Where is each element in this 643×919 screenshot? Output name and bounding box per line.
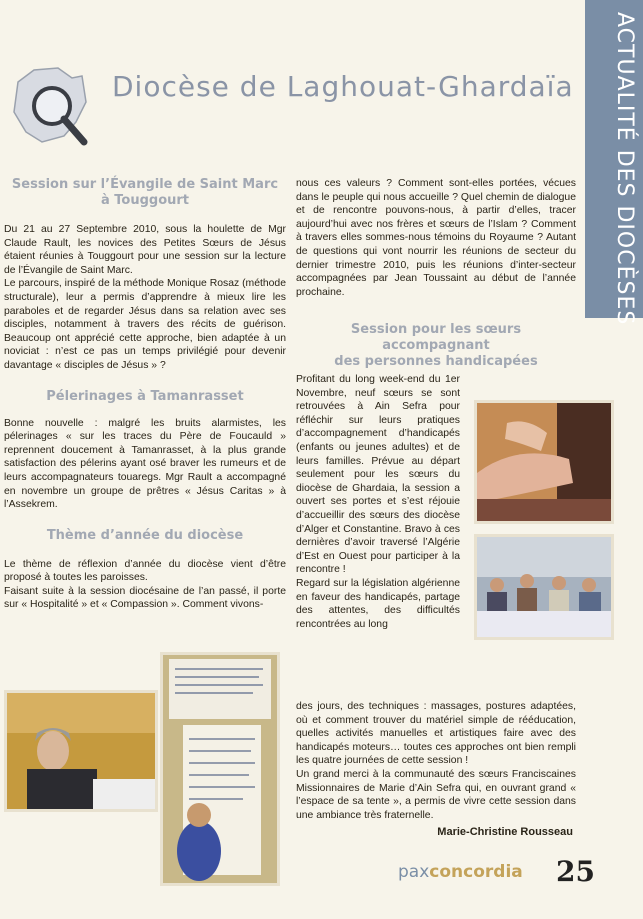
paragraph: nous ces valeurs ? Comment sont-elles portées, vécues dans le peuple qui nous accueille ? Quel chemin de dialogue et de rencontre pouvons-nous, à partir d’elles, tracer aujourd’hui avec nos frères et sœurs de l’Islam ? Comment à travers elles sommes-nous témoins du Royaume ? Autant de questions qui vont nourrir les réunions de secteur du dernier trimestre 2010, puis les réunions d’inter-secteur accompagnées par Jean Toussaint au début de l’année prochaine. (296, 178, 576, 298)
page-number: 25 (556, 855, 595, 888)
photo-seated-woman (4, 690, 158, 812)
article-heading-line2: à Touggourt (100, 193, 190, 208)
paragraph: Le parcours, inspiré de la méthode Monique Rosaz (méthode structurale), leur a permis d’apprendre à mieux lire les paraboles et de regarder Jésus dans sa relation avec ses disciples, notamment à travers des récits de guérison. Beaucoup ont apprécié cette approche, bien adaptée à un noviciat : n’est ce pas un temps privilégié pour devenir davantage « disciples de Jésus » ? (4, 278, 286, 371)
wide-column (296, 700, 576, 822)
paragraph: Le thème de réflexion d’année du diocèse vient d’être proposé à toutes les paroisses. (4, 558, 286, 584)
left-column (4, 177, 286, 612)
article-heading-line2: des personnes handicapées (334, 354, 538, 369)
article-heading: Thème d’année du diocèse (46, 527, 244, 543)
photo-foot-massage (474, 400, 614, 524)
article-heading-block (296, 322, 576, 370)
paragraph: Regard sur la législation algérienne en faveur des handicapés, partage des attentes, des difficultés rencontrées au long (296, 577, 460, 630)
magazine-logo (398, 862, 523, 882)
paragraph: Profitant du long week-end du 1er Novembre, neuf sœurs se sont retrouvées à Ain Sefra pour réfléchir sur leurs pratiques d’accompagnement d’handicapés (enfants ou jeunes adultes) et de leurs familles. Prévue au départ seulement pour les sœurs du diocèse de Ghardaia, la session a ouvert ses portes et s’est réjouie d’accueillir des sœurs des diocèse d’Alger et Constantine. Bravo à ces dernières d’avoir traversé l’Algérie d’Est en Ouest pour participer à la rencontre ! (296, 374, 460, 576)
paragraph: des jours, des techniques : massages, postures adaptées, où et comment trouver du matériel simple de rééducation, quelles activités manuelles et artistiques faire avec des handicapés moteurs… toutes ces approches ont bien rempli les quatre journées de cette session ! (296, 701, 576, 767)
article-heading: Session pour les sœurs accompagnant (350, 322, 522, 353)
logo-concordia: concordia (429, 862, 523, 882)
narrow-column (296, 373, 460, 631)
section-band (585, 0, 643, 326)
photo-group-table (474, 534, 614, 640)
paragraph: Un grand merci à la communauté des sœurs Franciscaines Missionnaires de Marie d’Ain Sefra qui, en ouvrant grand « l’espace de sa tente », a permis de vivre cette session dans une ambiance très fraternelle. (296, 768, 576, 821)
paragraph: Bonne nouvelle : malgré les bruits alarmistes, les pélerinages « sur les traces du Père de Foucauld » reprennent doucement à Tamanrasset, à la plus grande satisfaction des pélerins ayant osé braver les rumeurs et de leurs accompagnateurs touaregs. Mgr Rault a accompagné en novembre un groupe de prêtres « Jésus Caritas » à l’Assekrem. (4, 417, 286, 511)
paragraph: Faisant suite à la session diocésaine de l’an passé, il porte sur « Hospitalité » et « Compassion ». Comment vivons- (4, 585, 286, 611)
map-magnifier-icon (6, 62, 110, 154)
article-heading: Session sur l’Évangile de Saint Marc (11, 177, 279, 192)
paragraph: Du 21 au 27 Septembre 2010, sous la houlette de Mgr Claude Rault, les novices des Petites Sœurs de Jésus étaient réunies à Touggourt pour une session sur la lecture de l’Évangile de Saint Marc. (4, 224, 286, 276)
author-signature: Marie-Christine Rousseau (437, 826, 573, 838)
section-label: ACTUALITÉ DES DIOCÈSES (612, 12, 637, 326)
article-heading: Pélerinages à Tamanrasset (46, 388, 244, 404)
right-column-top (296, 177, 576, 299)
photo-flipchart (160, 652, 280, 886)
logo-pax: pax (398, 862, 430, 882)
page-title: Diocèse de Laghouat-Ghardaïa (112, 70, 574, 103)
